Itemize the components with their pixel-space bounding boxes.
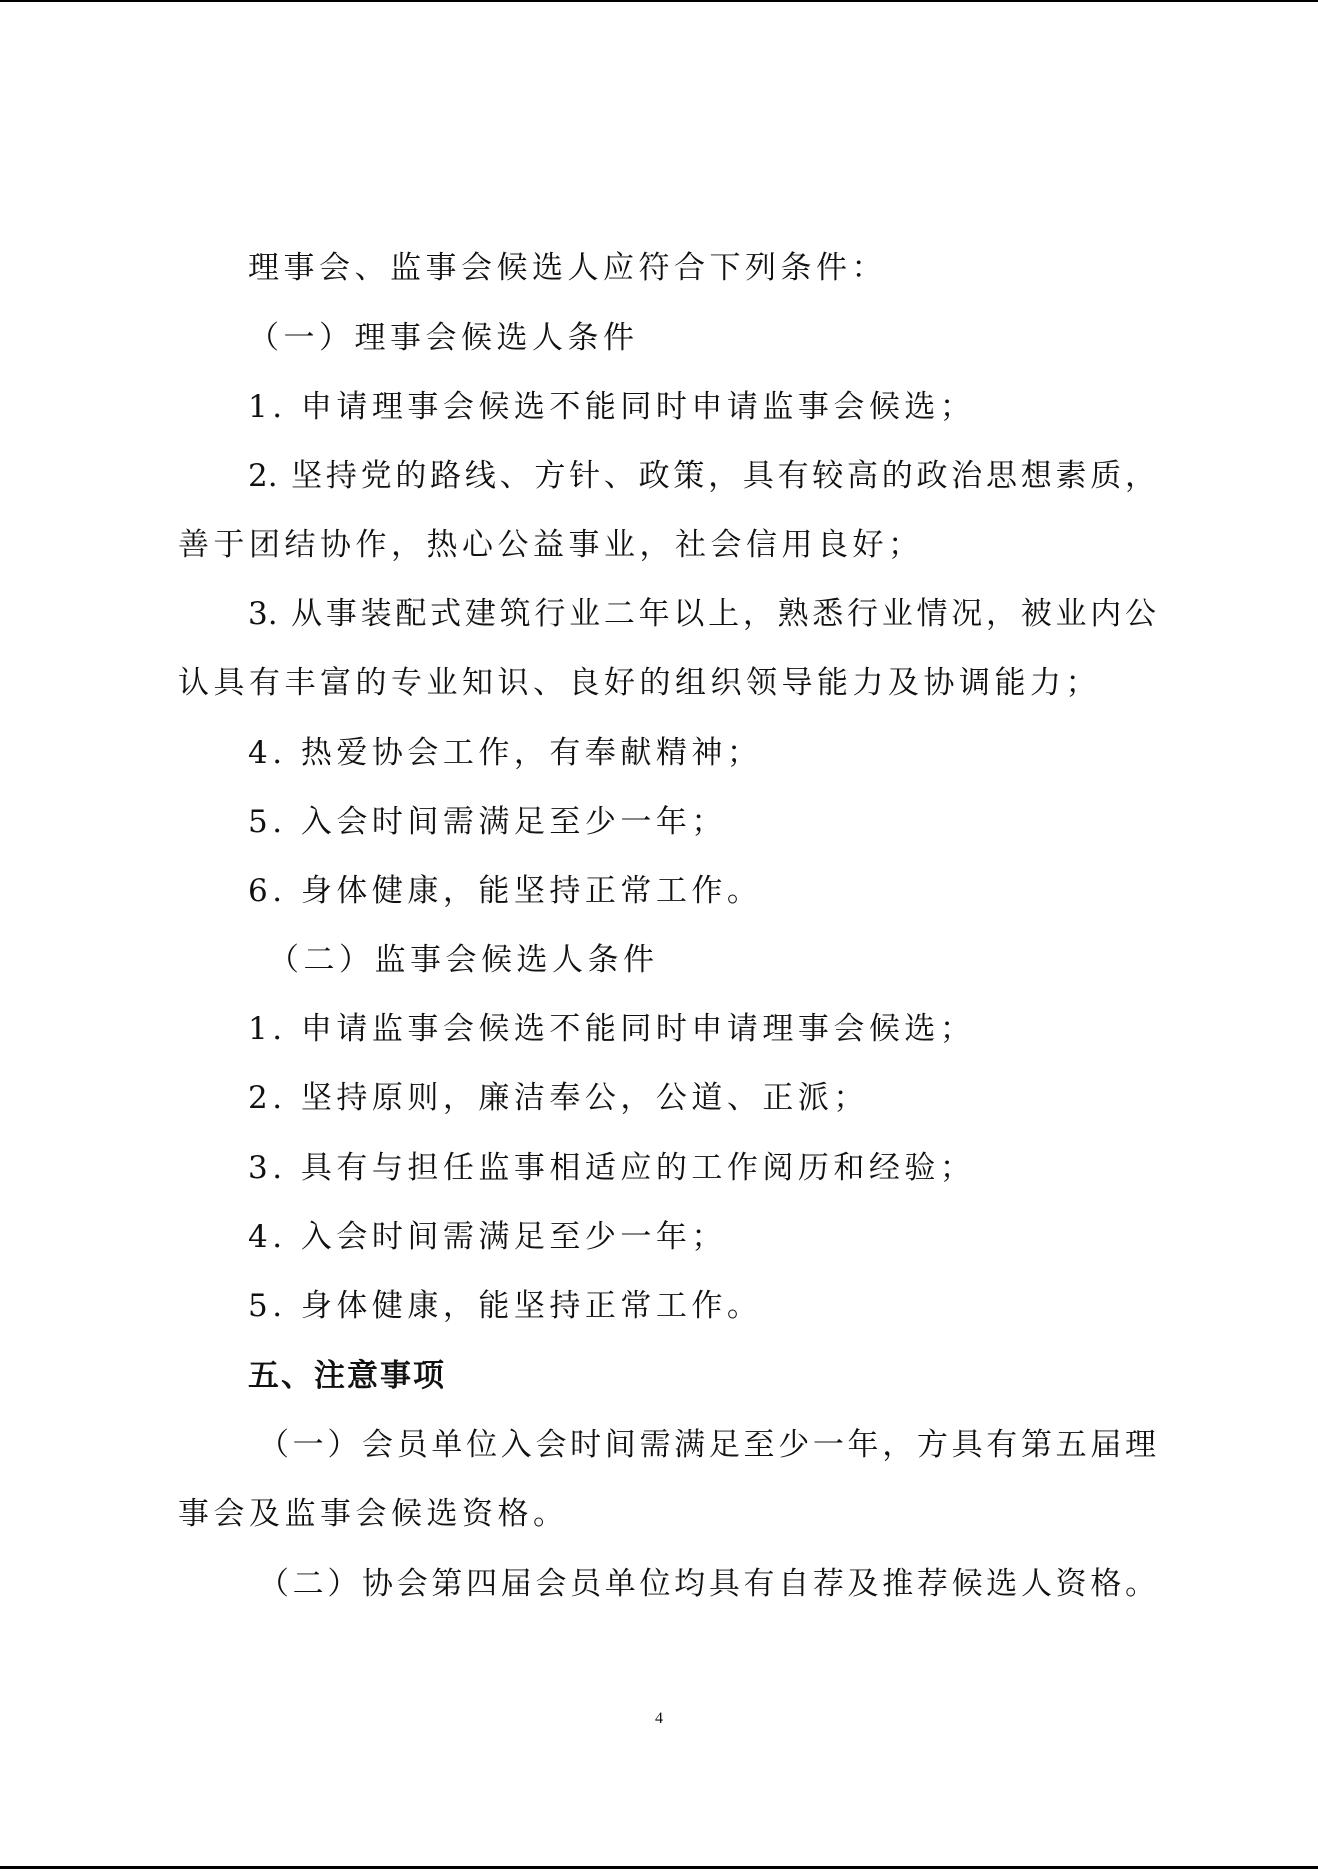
note-2: （二）协会第四届会员单位均具有自荐及推荐候选人资格。	[258, 1566, 1156, 1602]
supervisor-item-3: 3. 具有与担任监事相适应的工作阅历和经验；	[248, 1150, 976, 1186]
director-item-1: 1. 申请理事会候选不能同时申请监事会候选；	[248, 389, 976, 425]
supervisor-item-5: 5. 身体健康，能坚持正常工作。	[248, 1288, 763, 1324]
director-item-2: 2. 坚持党的路线、方针、政策，具有较高的政治思想素质，	[248, 458, 1156, 494]
section-heading-notes: 五、注意事项	[248, 1358, 446, 1394]
director-item-4: 4. 热爱协会工作，有奉献精神；	[248, 735, 763, 771]
supervisor-item-4: 4. 入会时间需满足至少一年；	[248, 1219, 727, 1255]
director-item-2-cont: 善于团结协作，热心公益事业，社会信用良好；	[178, 527, 924, 563]
director-item-3: 3. 从事装配式建筑行业二年以上，熟悉行业情况，被业内公	[248, 596, 1156, 632]
section-supervisor-conditions: （二）监事会候选人条件	[268, 942, 659, 978]
page-number: 4	[655, 1710, 663, 1727]
top-border	[0, 0, 1318, 2]
supervisor-item-1: 1. 申请监事会候选不能同时申请理事会候选；	[248, 1011, 976, 1047]
conditions-intro: 理事会、监事会候选人应符合下列条件：	[248, 250, 887, 286]
note-1: （一）会员单位入会时间需满足至少一年，方具有第五届理	[258, 1427, 1156, 1463]
section-director-conditions: （一）理事会候选人条件	[248, 320, 639, 356]
note-1-cont: 事会及监事会候选资格。	[178, 1496, 569, 1532]
director-item-3-cont: 认具有丰富的专业知识、良好的组织领导能力及协调能力；	[178, 665, 1101, 701]
supervisor-item-2: 2. 坚持原则，廉洁奉公，公道、正派；	[248, 1080, 869, 1116]
director-item-5: 5. 入会时间需满足至少一年；	[248, 804, 727, 840]
bottom-border	[0, 1866, 1318, 1869]
director-item-6: 6. 身体健康，能坚持正常工作。	[248, 873, 763, 909]
